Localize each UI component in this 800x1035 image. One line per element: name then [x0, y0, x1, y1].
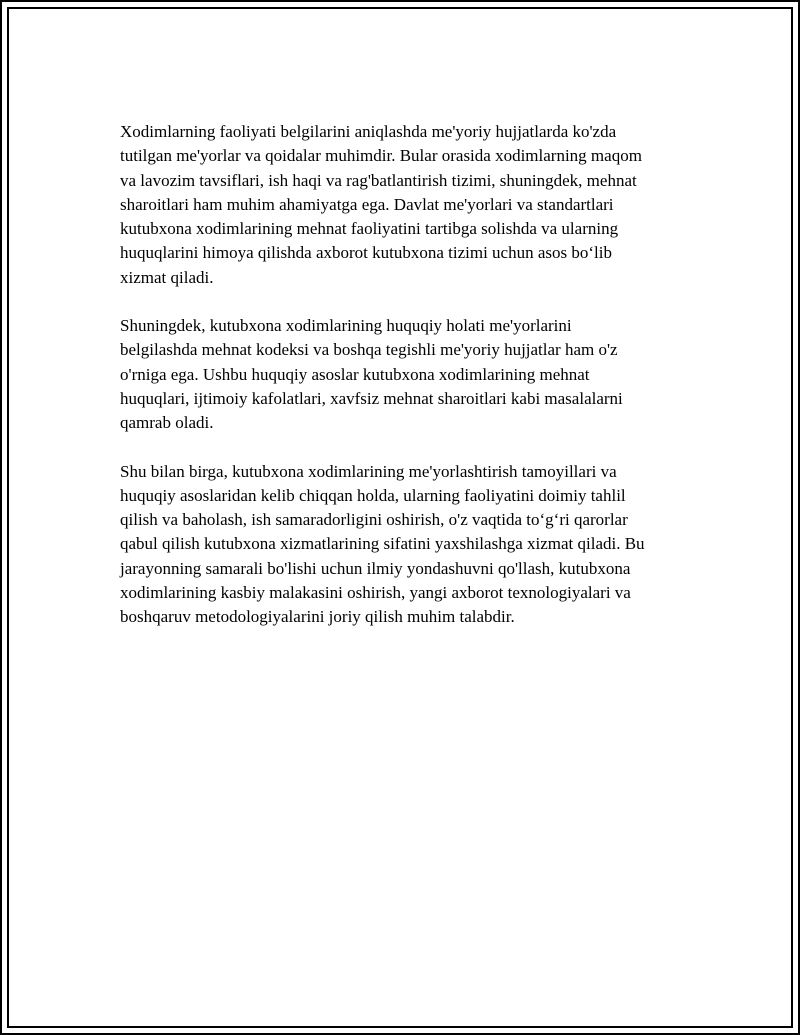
- text-line: jarayonning samarali bo'lishi uchun ilmiy yondashuvni qo'llash, kutubxona: [120, 558, 631, 578]
- text-line: huquqiy asoslaridan kelib chiqqan holda, ularning faoliyatini doimiy tahlil: [120, 485, 626, 505]
- paragraph-2: [120, 314, 700, 435]
- text-line: huquqlari, ijtimoiy kafolatlari, xavfsiz mehnat sharoitlari kabi masalalarni: [120, 388, 623, 408]
- text-line: huquqlarini himoya qilishda axborot kutubxona tizimi uchun asos bo‘lib: [120, 243, 612, 263]
- paragraph-3: [120, 460, 700, 630]
- text-line: qamrab oladi.: [120, 413, 214, 433]
- text-line: sharoitlari ham muhim ahamiyatga ega. Davlat me'yorlari va standartlari: [120, 194, 614, 214]
- text-line: xodimlarining kasbiy malakasini oshirish, yangi axborot texnologiyalari va: [120, 583, 631, 603]
- text-line: o'rniga ega. Ushbu huquqiy asoslar kutubxona xodimlarining mehnat: [120, 364, 590, 384]
- text-line: xizmat qiladi.: [120, 267, 214, 287]
- text-line: belgilashda mehnat kodeksi va boshqa tegishli me'yoriy hujjatlar ham o'z: [120, 340, 618, 360]
- text-line: Shu bilan birga, kutubxona xodimlarining me'yorlashtirish tamoyillari va: [120, 461, 617, 481]
- text-line: Shuningdek, kutubxona xodimlarining huquqiy holati me'yorlarini: [120, 316, 572, 336]
- text-line: boshqaruv metodologiyalarini joriy qilish muhim talabdir.: [120, 607, 515, 627]
- text-line: Xodimlarning faoliyati belgilarini aniqlashda me'yoriy hujjatlarda ko'zda: [120, 122, 617, 141]
- text-line: qilish va baholash, ish samaradorligini oshirish, o'z vaqtida to‘g‘ri qarorlar: [120, 510, 628, 530]
- document-body: [120, 120, 700, 654]
- text-line: tutilgan me'yorlar va qoidalar muhimdir. Bular orasida xodimlarning maqom: [120, 146, 642, 166]
- text-line: va lavozim tavsiflari, ish haqi va rag'batlantirish tizimi, shuningdek, mehnat: [120, 170, 637, 190]
- text-line: kutubxona xodimlarining mehnat faoliyatini tartibga solishda va ularning: [120, 219, 619, 239]
- text-line: qabul qilish kutubxona xizmatlarining sifatini yaxshilashga xizmat qiladi. Bu: [120, 534, 645, 554]
- paragraph-1: [120, 120, 700, 290]
